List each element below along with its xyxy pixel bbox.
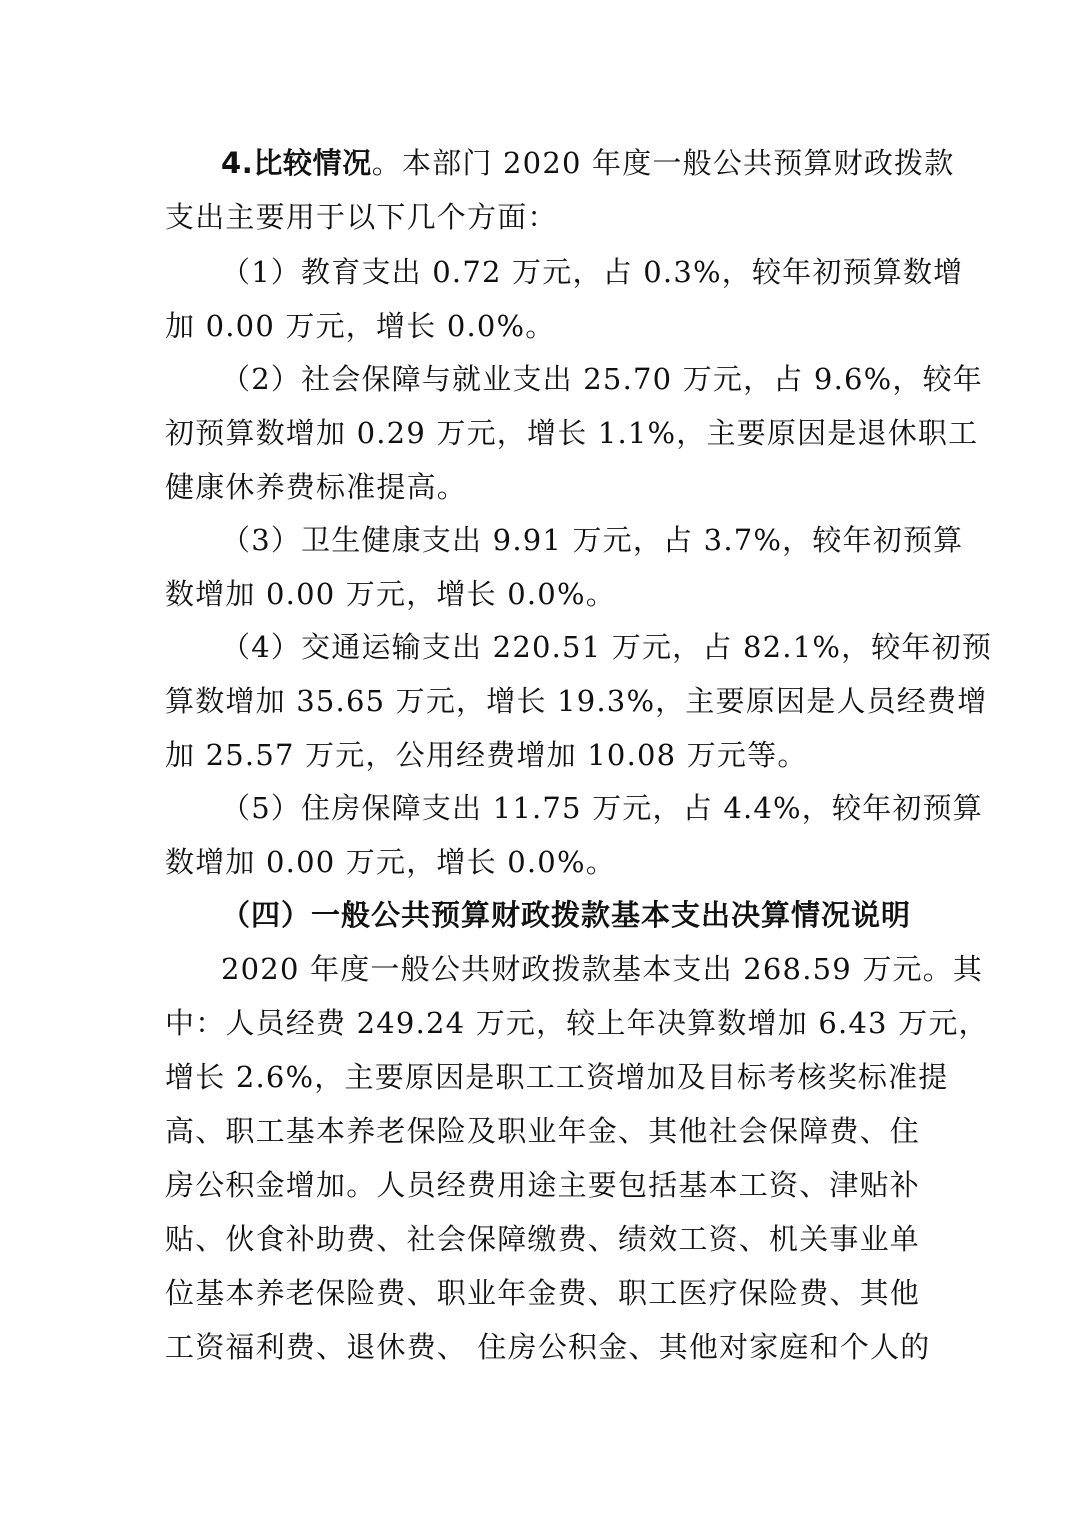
item2-line3: 健康休养费标准提高。 (165, 470, 468, 504)
basic-expense-line2: 中：人员经费 249.24 万元，较上年决算数增加 6.43 万元， (165, 1006, 989, 1040)
item4-line2: 算数增加 35.65 万元，增长 19.3%，主要原因是人员经费增 (165, 684, 988, 718)
basic-expense-line5: 房公积金增加。人员经费用途主要包括基本工资、津贴补 (165, 1168, 921, 1202)
item2-line1: （2）社会保障与就业支出 25.70 万元，占 9.6%，较年 (221, 362, 984, 396)
item3-line2: 数增加 0.00 万元，增长 0.0%。 (165, 577, 616, 611)
basic-expense-line4: 高、职工基本养老保险及职业年金、其他社会保障费、住 (165, 1114, 921, 1148)
basic-expense-line1: 2020 年度一般公共财政拨款基本支出 268.59 万元。其 (221, 952, 984, 986)
item4-line3: 加 25.57 万元，公用经费增加 10.08 万元等。 (165, 738, 808, 772)
section4-intro-line2: 支出主要用于以下几个方面： (165, 200, 558, 234)
item2-line2: 初预算数增加 0.29 万元，增长 1.1%，主要原因是退休职工 (165, 416, 979, 450)
section4-intro-line1 (221, 143, 961, 183)
item3-line1: （3）卫生健康支出 9.91 万元，占 3.7%，较年初预算 (221, 523, 964, 557)
section4-intro-rest: 。本部门 2020 年度一般公共预算财政拨款 (371, 146, 955, 180)
section4-title: 4.比较情况 (221, 146, 372, 180)
basic-expense-line3: 增长 2.6%，主要原因是职工工资增加及目标考核奖标准提 (165, 1060, 949, 1094)
basic-expense-line7: 位基本养老保险费、职业年金费、职工医疗保险费、其他 (165, 1276, 921, 1310)
basic-expense-line6: 贴、伙食补助费、社会保障缴费、绩效工资、机关事业单 (165, 1222, 921, 1256)
section-four-heading: （四）一般公共预算财政拨款基本支出决算情况说明 (221, 898, 912, 932)
item4-line1: （4）交通运输支出 220.51 万元，占 82.1%，较年初预 (221, 630, 993, 664)
item5-line2: 数增加 0.00 万元，增长 0.0%。 (165, 845, 616, 879)
item1-line1: （1）教育支出 0.72 万元，占 0.3%，较年初预算数增 (221, 255, 964, 289)
basic-expense-line8: 工资福利费、退休费、 住房公积金、其他对家庭和个人的 (165, 1330, 931, 1364)
item5-line1: （5）住房保障支出 11.75 万元，占 4.4%，较年初预算 (221, 791, 984, 825)
item1-line2: 加 0.00 万元，增长 0.0%。 (165, 309, 556, 343)
